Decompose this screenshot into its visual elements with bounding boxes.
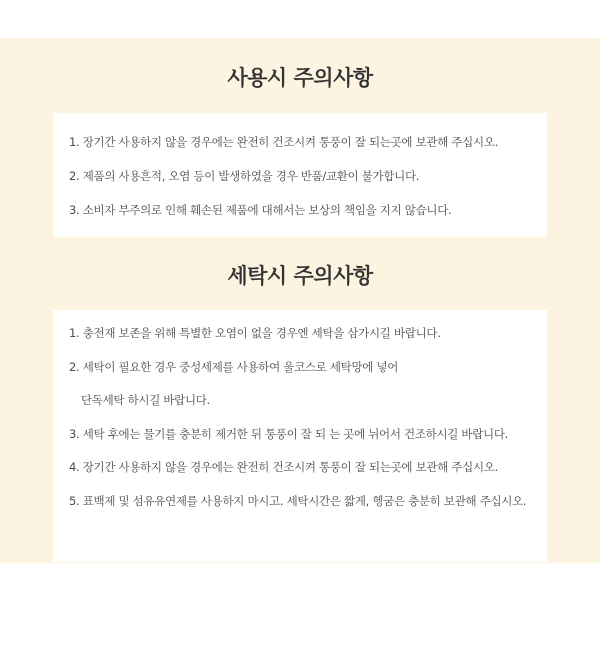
washing-caution-item: 4. 장기간 사용하지 않을 경우에는 완전히 건조시켜 통풍이 잘 되는곳에 보관해 주십시오. — [69, 460, 498, 474]
usage-caution-item: 3. 소비자 부주의로 인해 훼손된 제품에 대해서는 보상의 책임을 지지 않습니다. — [69, 203, 452, 217]
washing-caution-item: 3. 세탁 후에는 물기를 충분히 제거한 뒤 통풍이 잘 되 는 곳에 뉘어서 건조하시길 바랍니다. — [69, 427, 509, 441]
washing-caution-item: 2. 세탁이 필요한 경우 중성세제를 사용하여 울코스로 세탁망에 넣어 — [69, 360, 399, 374]
care-instructions-panel — [0, 38, 600, 563]
washing-caution-box — [53, 310, 547, 562]
usage-caution-item: 1. 장기간 사용하지 않을 경우에는 완전히 건조시켜 통풍이 잘 되는곳에 보관해 주십시오. — [69, 135, 498, 149]
usage-caution-title: 사용시 주의사항 — [227, 66, 373, 90]
usage-caution-item: 2. 제품의 사용흔적, 오염 등이 발생하였을 경우 반품/교환이 불가합니다. — [69, 169, 420, 183]
washing-caution-title: 세탁시 주의사항 — [227, 264, 373, 288]
washing-caution-item: 1. 충전재 보존을 위해 특별한 오염이 없을 경우엔 세탁을 삼가시길 바랍니다. — [69, 326, 441, 340]
washing-caution-item: 5. 표백제 및 섬유유연제를 사용하지 마시고. 세탁시간은 짧게, 헹굼은 충분히 보관해 주십시오. — [69, 494, 527, 508]
washing-caution-item-continued: 단독세탁 하시길 바랍니다. — [81, 393, 210, 407]
usage-caution-box — [53, 113, 547, 237]
